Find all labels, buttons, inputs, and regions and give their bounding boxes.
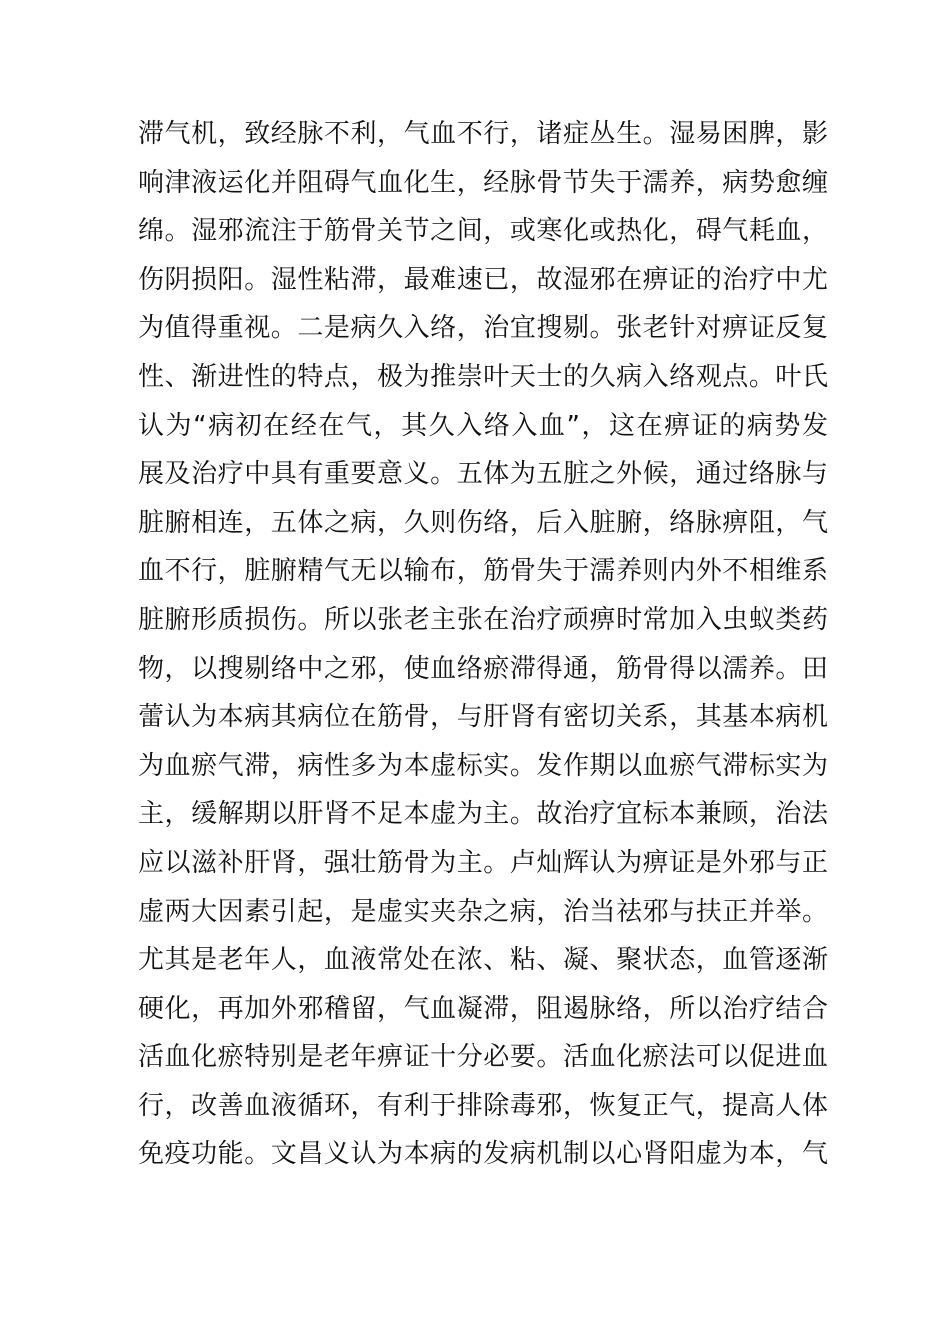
text-line-10: 血不行，脏腑精气无以输布，筋骨失于濡养则内外不相维系: [138, 556, 828, 587]
text-line-15: 主，缓解期以肝肾不足本虚为主。故治疗宜标本兼顾，治法: [138, 799, 828, 830]
text-line-17: 虚两大因素引起，是虚实夹杂之病，治当祛邪与扶正并举。: [138, 896, 828, 927]
text-line-5: 为值得重视。二是病久入络，治宜搜剔。张老针对痹证反复: [138, 313, 828, 344]
body-paragraph: [138, 110, 828, 1179]
text-line-9: 脏腑相连，五体之病，久则伤络，后入脏腑，络脉痹阻，气: [138, 507, 828, 538]
text-line-20: 活血化瘀特别是老年痹证十分必要。活血化瘀法可以促进血: [138, 1042, 828, 1073]
text-line-1: 滞气机，致经脉不利，气血不行，诸症丛生。湿易困脾，影: [138, 119, 828, 149]
text-line-18: 尤其是老年人，血液常处在浓、粘、凝、聚状态，血管逐渐: [138, 945, 828, 976]
text-line-3: 绵。湿邪流注于筋骨关节之间，或寒化或热化，碍气耗血，: [138, 216, 828, 247]
text-line-11: 脏腑形质损伤。所以张老主张在治疗顽痹时常加入虫蚁类药: [138, 604, 828, 635]
text-line-14: 为血瘀气滞，病性多为本虚标实。发作期以血瘀气滞标实为: [138, 750, 828, 781]
text-line-22: 免疫功能。文昌义认为本病的发病机制以心肾阳虚为本，气: [138, 1139, 828, 1170]
text-line-19: 硬化，再加外邪稽留，气血凝滞，阻遏脉络，所以治疗结合: [138, 993, 828, 1024]
text-line-4: 伤阴损阳。湿性粘滞，最难速已，故湿邪在痹证的治疗中尤: [138, 264, 828, 295]
text-line-2: 响津液运化并阻碍气血化生，经脉骨节失于濡养，病势愈缠: [138, 167, 828, 198]
text-line-16: 应以滋补肝肾，强壮筋骨为主。卢灿辉认为痹证是外邪与正: [138, 847, 828, 878]
text-line-21: 行，改善血液循环，有利于排除毒邪，恢复正气，提高人体: [138, 1090, 828, 1121]
text-line-12: 物，以搜剔络中之邪，使血络瘀滞得通，筋骨得以濡养。田: [138, 653, 828, 684]
text-line-8: 展及治疗中具有重要意义。五体为五脏之外候，通过络脉与: [138, 459, 828, 490]
text-line-6: 性、渐进性的特点，极为推崇叶天士的久病入络观点。叶氏: [138, 361, 828, 392]
text-line-13: 蕾认为本病其病位在筋骨，与肝肾有密切关系，其基本病机: [138, 702, 828, 733]
text-line-7: 认为“病初在经在气，其久入络入血”，这在痹证的病势发: [138, 410, 828, 441]
